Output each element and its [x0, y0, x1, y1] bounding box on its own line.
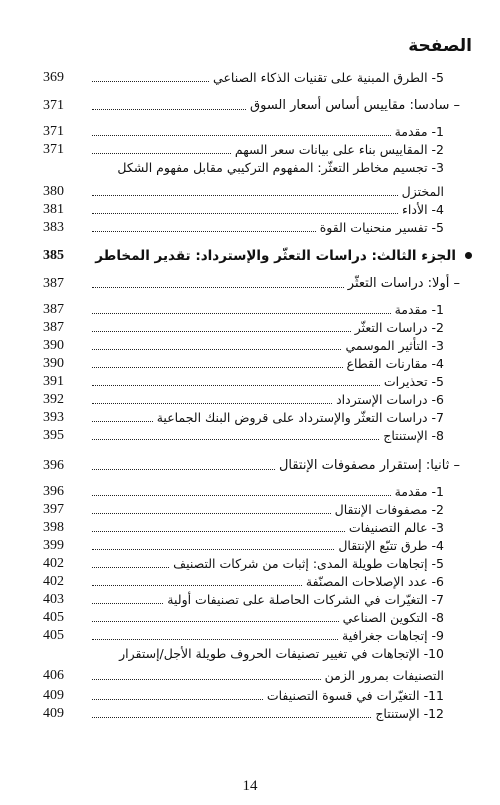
- toc-entry-title: 5- تفسير منحنيات القوة: [319, 220, 444, 235]
- dot-leader: [92, 385, 380, 386]
- toc-page-number: 405: [43, 610, 64, 625]
- toc-item-row[interactable]: [0, 68, 500, 88]
- toc-entry-title: 4- مقارنات القطاع: [346, 356, 444, 371]
- toc-page-number: 396: [43, 458, 64, 473]
- toc-item-row[interactable]: [0, 354, 500, 374]
- toc-item-row[interactable]: [0, 482, 500, 502]
- toc-item-row[interactable]: [0, 300, 500, 320]
- toc-item-row[interactable]: [0, 158, 500, 178]
- toc-page-number: 395: [43, 428, 64, 443]
- dot-leader: [92, 81, 209, 82]
- dot-leader: [92, 331, 351, 332]
- toc-entry-title: 2- دراسات التعثّر: [354, 320, 444, 335]
- dot-leader: [92, 639, 338, 640]
- toc-item-row[interactable]: [0, 554, 500, 574]
- toc-section-row[interactable]: [0, 96, 500, 116]
- dot-leader: [92, 513, 331, 514]
- toc-item-row[interactable]: [0, 536, 500, 556]
- toc-item-row[interactable]: [0, 200, 500, 220]
- toc-item-row[interactable]: [0, 390, 500, 410]
- toc-item-row[interactable]: [0, 372, 500, 392]
- toc-page-number: 387: [43, 320, 64, 335]
- toc-page-number: 380: [43, 184, 64, 199]
- toc-item-row[interactable]: [0, 626, 500, 646]
- toc-entry-title: 1- مقدمة: [394, 302, 444, 317]
- dot-leader: [92, 585, 302, 586]
- toc-entry-title: 5- تحذيرات: [383, 374, 444, 389]
- dot-leader: [92, 549, 334, 550]
- toc-entry-title: – سادسا: مقاييس أساس أسعار السوق: [250, 98, 460, 113]
- dot-leader: [92, 439, 379, 440]
- toc-page-number: 371: [43, 124, 64, 139]
- toc-entry-title: – ثانيا: إستقرار مصفوفات الإنتقال: [278, 458, 460, 473]
- dot-leader: [92, 367, 343, 368]
- toc-item-row[interactable]: [0, 666, 500, 686]
- toc-entry-title: 10- الإتجاهات في تغيير تصنيفات الحروف طويلة الأجل/إستقرار: [119, 646, 444, 661]
- dot-leader: [92, 679, 321, 680]
- toc-page-number: 402: [43, 556, 64, 571]
- toc-page-number: 391: [43, 374, 64, 389]
- toc-page-number: 409: [43, 706, 64, 721]
- dot-leader: [92, 469, 275, 470]
- toc-page-number: 396: [43, 484, 64, 499]
- toc-item-row[interactable]: [0, 318, 500, 338]
- toc-entry-title: 4- طرق تتبّع الإنتقال: [338, 538, 444, 553]
- toc-entry-title: 3- التأثير الموسمي: [345, 338, 444, 353]
- toc-item-row[interactable]: [0, 518, 500, 538]
- toc-page-number: 392: [43, 392, 64, 407]
- toc-page-number: 398: [43, 520, 64, 535]
- toc-entry-title: 11- التغيّرات في قسوة التصنيفات: [266, 688, 444, 703]
- toc-item-row[interactable]: [0, 218, 500, 238]
- toc-item-row[interactable]: [0, 122, 500, 142]
- toc-section-row[interactable]: [0, 456, 500, 476]
- toc-page-number: 406: [43, 668, 64, 683]
- toc-page-number: 405: [43, 628, 64, 643]
- bullet-icon: [465, 252, 472, 259]
- toc-entry-title: 1- مقدمة: [394, 484, 444, 499]
- toc-page-number: 397: [43, 502, 64, 517]
- dot-leader: [92, 313, 391, 314]
- toc-page-number: 403: [43, 592, 64, 607]
- dot-leader: [92, 603, 163, 604]
- toc-item-row[interactable]: [0, 426, 500, 446]
- dot-leader: [92, 153, 231, 154]
- toc-item-row[interactable]: [0, 182, 500, 202]
- dot-leader: [92, 403, 332, 404]
- toc-page-number: 371: [43, 98, 64, 113]
- toc-page-number: 402: [43, 574, 64, 589]
- toc-entry-title: 2- المقاييس بناء على بيانات سعر السهم: [234, 142, 444, 157]
- toc-page-number: 381: [43, 202, 64, 217]
- toc-entry-title: 3- تجسيم مخاطر التعثّر: المفهوم التركيبي مقابل مفهوم الشكل: [117, 160, 444, 175]
- toc-item-row[interactable]: [0, 608, 500, 628]
- toc-page-number: 390: [43, 356, 64, 371]
- toc-page-number: 387: [43, 276, 64, 291]
- toc-page-number: 385: [43, 248, 64, 263]
- toc-item-row[interactable]: [0, 336, 500, 356]
- toc-entry-title: 1- مقدمة: [394, 124, 444, 139]
- dot-leader: [92, 195, 398, 196]
- toc-entry-title: – أولا: دراسات التعثّر: [347, 276, 460, 291]
- toc-item-row[interactable]: [0, 590, 500, 610]
- toc-section-row[interactable]: [0, 274, 500, 294]
- toc-entry-title: 8- الإستنتاج: [383, 428, 444, 443]
- toc-item-row[interactable]: [0, 408, 500, 428]
- toc-entry-title: 4- الأداء: [402, 202, 444, 217]
- toc-item-row[interactable]: [0, 500, 500, 520]
- toc-entry-title: 2- مصفوفات الإنتقال: [334, 502, 444, 517]
- toc-entry-title: التصنيفات بمرور الزمن: [324, 668, 444, 683]
- dot-leader: [92, 231, 316, 232]
- dot-leader: [92, 421, 153, 422]
- toc-item-row[interactable]: [0, 572, 500, 592]
- dot-leader: [92, 567, 169, 568]
- toc-page-number: 387: [43, 302, 64, 317]
- toc-entry-title: 12- الإستنتاج: [375, 706, 444, 721]
- toc-entry-title: 6- دراسات الإسترداد: [336, 392, 444, 407]
- toc-page-number: 383: [43, 220, 64, 235]
- dot-leader: [92, 135, 391, 136]
- toc-item-row[interactable]: [0, 644, 500, 664]
- toc-page-number: 369: [43, 70, 64, 85]
- dot-leader: [92, 109, 246, 110]
- toc-entry-title: 7- التغيّرات في الشركات الحاصلة على تصنيفات أولية: [167, 592, 444, 607]
- toc-page-number: 399: [43, 538, 64, 553]
- toc-entry-title: 5- الطرق المبنية على تقنيات الذكاء الصناعي: [213, 70, 444, 85]
- toc-entry-title: 7- دراسات التعثّر والإسترداد على قروض البنك الجماعية: [156, 410, 444, 425]
- page-header: الصفحة: [408, 36, 472, 56]
- toc-part-row[interactable]: [0, 246, 500, 266]
- toc-item-row[interactable]: [0, 140, 500, 160]
- toc-entry-title: المختزل: [401, 184, 444, 199]
- dot-leader: [92, 531, 345, 532]
- toc-page-number: 393: [43, 410, 64, 425]
- dot-leader: [92, 495, 391, 496]
- toc-entry-title: 3- عالم التصنيفات: [348, 520, 444, 535]
- toc-item-row[interactable]: [0, 686, 500, 706]
- dot-leader: [92, 621, 339, 622]
- toc-page-number: 409: [43, 688, 64, 703]
- toc-entry-title: 6- عدد الإصلاحات المصنّفة: [305, 574, 444, 589]
- dot-leader: [92, 213, 398, 214]
- toc-page-number: 371: [43, 142, 64, 157]
- page-number: 14: [242, 778, 258, 794]
- toc-entry-title: 5- إتجاهات طويلة المدى: إثبات من شركات التصنيف: [173, 556, 444, 571]
- dot-leader: [92, 287, 344, 288]
- toc-entry-title: 8- التكوين الصناعي: [342, 610, 444, 625]
- dot-leader: [92, 349, 341, 350]
- toc-entry-title: الجزء الثالث: دراسات التعثّر والإسترداد: تقدير المخاطر: [95, 248, 456, 264]
- dot-leader: [92, 699, 263, 700]
- toc-item-row[interactable]: [0, 704, 500, 724]
- dot-leader: [92, 717, 371, 718]
- toc-entry-title: 9- إتجاهات جغرافية: [342, 628, 444, 643]
- toc-page-number: 390: [43, 338, 64, 353]
